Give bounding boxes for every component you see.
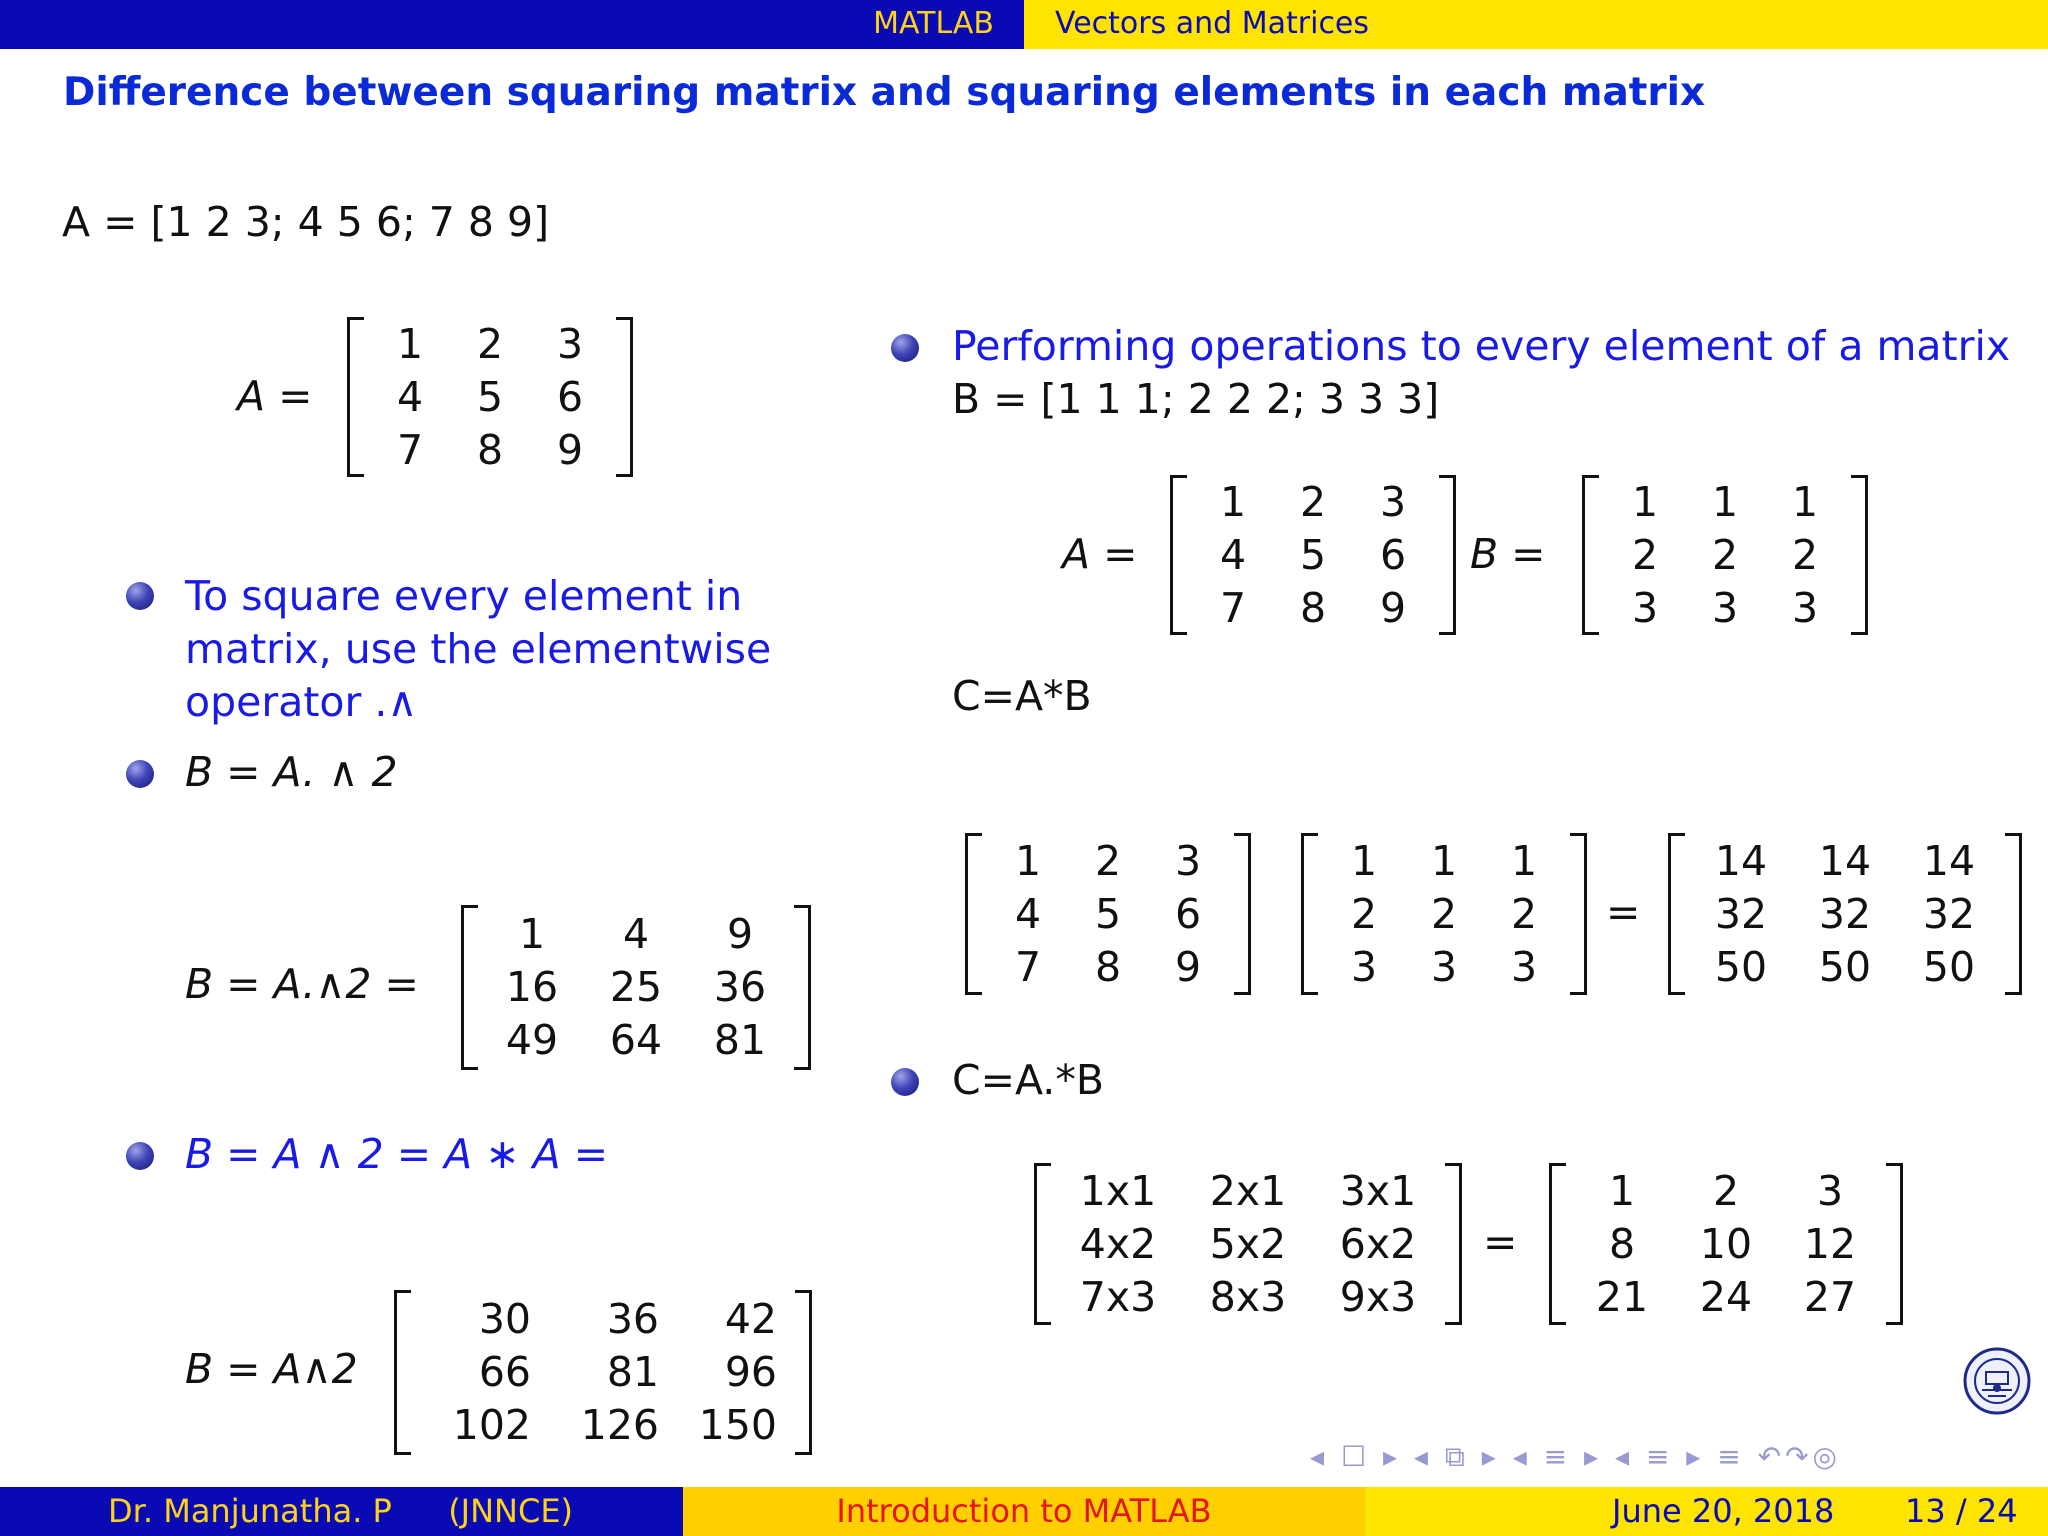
bullet-square-elements-line2: matrix, use the elementwise <box>185 625 772 673</box>
matrix-cell: 3 <box>556 319 584 368</box>
matrix-cell: 14 <box>1922 836 1976 885</box>
matrix-cell: 5x2 <box>1209 1219 1287 1268</box>
matrix-A-grid <box>364 317 616 477</box>
matrix-cell: 3 <box>1379 477 1407 526</box>
matrix-cell: 8 <box>1299 583 1327 632</box>
beamer-navigation-symbols[interactable]: ◂ ☐ ▸ ◂ ⧉ ▸ ◂ ≡ ▸ ◂ ≡ ▸ ≡ ↶↷◎ <box>1310 1440 1841 1473</box>
matrix-cell: 3 <box>1350 942 1378 991</box>
matrix-cell: 14 <box>1818 836 1872 885</box>
matrix-cell: 1 <box>1608 1166 1636 1215</box>
beamer-header <box>0 0 2048 49</box>
label-B: B = <box>1470 530 1546 578</box>
matrix-cell: 1 <box>1219 477 1247 526</box>
bullet-icon <box>126 582 154 610</box>
matrix-cell: 96 <box>724 1348 777 1396</box>
matrix-cell: 3 <box>1631 583 1659 632</box>
matrix-cell: 5 <box>1094 889 1122 938</box>
matrix-cell: 3 <box>1791 583 1819 632</box>
matrix-cell: 2 <box>1631 530 1659 579</box>
header-section-left[interactable]: MATLAB <box>0 0 1024 49</box>
matrix-cell: 1 <box>1711 477 1739 526</box>
matrix-cell: 8 <box>1608 1219 1636 1268</box>
elementwise-equals-sign: = <box>1483 1218 1518 1266</box>
bullet-icon <box>891 334 919 362</box>
matrix-A-right <box>1170 475 1456 635</box>
matrix-cell: 126 <box>580 1401 659 1449</box>
assign-A-line: A = [1 2 3; 4 5 6; 7 8 9] <box>62 198 550 246</box>
matrix-cell: 5 <box>1299 530 1327 579</box>
matrix-cell: 27 <box>1803 1272 1857 1321</box>
matrix-cell: 24 <box>1699 1272 1753 1321</box>
mult-result-grid <box>1685 833 2005 995</box>
bullet-matrix-power: B = A ∧ 2 = A ∗ A = <box>185 1130 609 1178</box>
matrix-cell: 1 <box>396 319 424 368</box>
bullet-c-elementwise: C=A.*B <box>952 1056 1104 1104</box>
matrix-cell: 3 <box>1510 942 1538 991</box>
assign-B-line: B = [1 1 1; 2 2 2; 3 3 3] <box>952 375 1440 423</box>
matrix-cell: 6 <box>1379 530 1407 579</box>
matrix-cell: 49 <box>505 1016 559 1064</box>
matrix-cell: 81 <box>606 1348 659 1396</box>
matrix-cell: 4 <box>1014 889 1042 938</box>
matrix-cell: 36 <box>713 963 767 1011</box>
eq-matrix-power-label: B = A∧2 <box>185 1345 358 1393</box>
matrix-cell: 9 <box>556 425 584 474</box>
matrix-cell: 2 <box>1299 477 1327 526</box>
matrix-cell: 6x2 <box>1339 1219 1417 1268</box>
mult-matrix-A-grid <box>982 833 1234 995</box>
matrix-cell: 50 <box>1818 942 1872 991</box>
matrix-cell: 32 <box>1714 889 1768 938</box>
matrix-cell: 6 <box>556 372 584 421</box>
matrix-cell: 2 <box>1430 889 1458 938</box>
matrix-cell: 1 <box>518 910 546 958</box>
matrix-cell: 2 <box>476 319 504 368</box>
matrix-cell: 1 <box>1510 836 1538 885</box>
matrix-cell: 64 <box>609 1016 663 1064</box>
matrix-cell: 3x1 <box>1339 1166 1417 1215</box>
college-logo-icon <box>1962 1346 2032 1416</box>
matrix-cell: 2x1 <box>1209 1166 1287 1215</box>
matrix-cell: 1 <box>1631 477 1659 526</box>
matrix-cell: 32 <box>1818 889 1872 938</box>
bullet-icon <box>126 760 154 788</box>
bullet-icon <box>126 1142 154 1170</box>
matrix-cell: 81 <box>713 1016 767 1064</box>
matrix-cell: 21 <box>1595 1272 1649 1321</box>
matrix-cell: 9 <box>1379 583 1407 632</box>
matrix-A-right-grid <box>1187 475 1439 635</box>
beamer-footer <box>0 1487 2048 1536</box>
matrix-cell: 30 <box>478 1295 531 1343</box>
matrix-cell: 50 <box>1922 942 1976 991</box>
matrix-cell: 14 <box>1714 836 1768 885</box>
matrix-elementwise-square <box>461 905 811 1070</box>
matrix-cell: 42 <box>724 1295 777 1343</box>
matrix-product-grid <box>411 1290 795 1455</box>
matrix-cell: 8 <box>476 425 504 474</box>
matrix-cell: 50 <box>1714 942 1768 991</box>
matrix-elementwise-grid <box>478 905 794 1070</box>
matrix-cell: 5 <box>476 372 504 421</box>
matrix-cell: 7x3 <box>1079 1272 1157 1321</box>
matrix-cell: 3 <box>1174 836 1202 885</box>
footer-institute: (JNNCE) <box>448 1492 574 1530</box>
matrix-cell: 1x1 <box>1079 1166 1157 1215</box>
matrix-cell: 7 <box>396 425 424 474</box>
matrix-cell: 8x3 <box>1209 1272 1287 1321</box>
matrix-cell: 2 <box>1350 889 1378 938</box>
footer-page-number: 13 / 24 <box>1905 1492 2018 1530</box>
matrix-cell: 9x3 <box>1339 1272 1417 1321</box>
matrix-cell: 3 <box>1711 583 1739 632</box>
frame-title: Difference between squaring matrix and squaring elements in each matrix <box>63 70 1706 115</box>
matrix-cell: 4x2 <box>1079 1219 1157 1268</box>
matrix-cell: 7 <box>1219 583 1247 632</box>
matrix-cell: 16 <box>505 963 559 1011</box>
matrix-cell: 1 <box>1350 836 1378 885</box>
matrix-cell: 3 <box>1430 942 1458 991</box>
mult-equals-sign: = <box>1606 888 1641 936</box>
matrix-A-label: A = <box>237 372 313 420</box>
matrix-cell: 2 <box>1791 530 1819 579</box>
matrix-cell: 9 <box>1174 942 1202 991</box>
matrix-A <box>347 317 633 477</box>
footer-talk-title: Introduction to MATLAB <box>683 1487 1365 1536</box>
matrix-cell: 32 <box>1922 889 1976 938</box>
matrix-cell: 102 <box>452 1401 531 1449</box>
matrix-B <box>1582 475 1868 635</box>
elementwise-terms-grid <box>1051 1163 1445 1325</box>
elementwise-terms-matrix <box>1034 1163 1462 1325</box>
eq-elementwise-label: B = A.∧2 = <box>185 960 419 1008</box>
bullet-elementwise-power: B = A. ∧ 2 <box>185 748 398 796</box>
matrix-cell: 66 <box>478 1348 531 1396</box>
matrix-cell: 8 <box>1094 942 1122 991</box>
matrix-cell: 4 <box>622 910 650 958</box>
bullet-square-elements-line3: operator .∧ <box>185 678 418 726</box>
matrix-cell: 1 <box>1430 836 1458 885</box>
matrix-cell: 3 <box>1816 1166 1844 1215</box>
matrix-cell: 1 <box>1791 477 1819 526</box>
c-equals-a-times-b: C=A*B <box>952 672 1092 720</box>
matrix-cell: 12 <box>1803 1219 1857 1268</box>
matrix-B-grid <box>1599 475 1851 635</box>
mult-matrix-B-grid <box>1318 833 1570 995</box>
label-A: A = <box>1062 530 1138 578</box>
matrix-cell: 2 <box>1711 530 1739 579</box>
matrix-cell: 6 <box>1174 889 1202 938</box>
bullet-icon <box>891 1068 919 1096</box>
mult-matrix-A <box>965 833 1251 995</box>
matrix-product-square <box>394 1290 812 1455</box>
matrix-cell: 2 <box>1712 1166 1740 1215</box>
matrix-cell: 2 <box>1510 889 1538 938</box>
mult-matrix-B <box>1301 833 1587 995</box>
footer-author <box>0 1487 683 1536</box>
bullet-elementwise-operations: Performing operations to every element of a matrix <box>952 322 2011 370</box>
header-section-right[interactable]: Vectors and Matrices <box>1024 0 2048 49</box>
elementwise-result-grid <box>1566 1163 1886 1325</box>
matrix-cell: 9 <box>726 910 754 958</box>
mult-result-matrix <box>1668 833 2022 995</box>
matrix-cell: 10 <box>1699 1219 1753 1268</box>
matrix-cell: 4 <box>396 372 424 421</box>
footer-author-name: Dr. Manjunatha. P <box>108 1492 392 1530</box>
footer-date: June 20, 2018 <box>1612 1492 1835 1530</box>
bullet-square-elements-line1: To square every element in <box>185 572 743 620</box>
matrix-cell: 36 <box>606 1295 659 1343</box>
matrix-cell: 150 <box>698 1401 777 1449</box>
elementwise-result-matrix <box>1549 1163 1903 1325</box>
matrix-cell: 25 <box>609 963 663 1011</box>
matrix-cell: 7 <box>1014 942 1042 991</box>
matrix-cell: 1 <box>1014 836 1042 885</box>
matrix-cell: 2 <box>1094 836 1122 885</box>
matrix-cell: 4 <box>1219 530 1247 579</box>
footer-date-page <box>1365 1487 2048 1536</box>
